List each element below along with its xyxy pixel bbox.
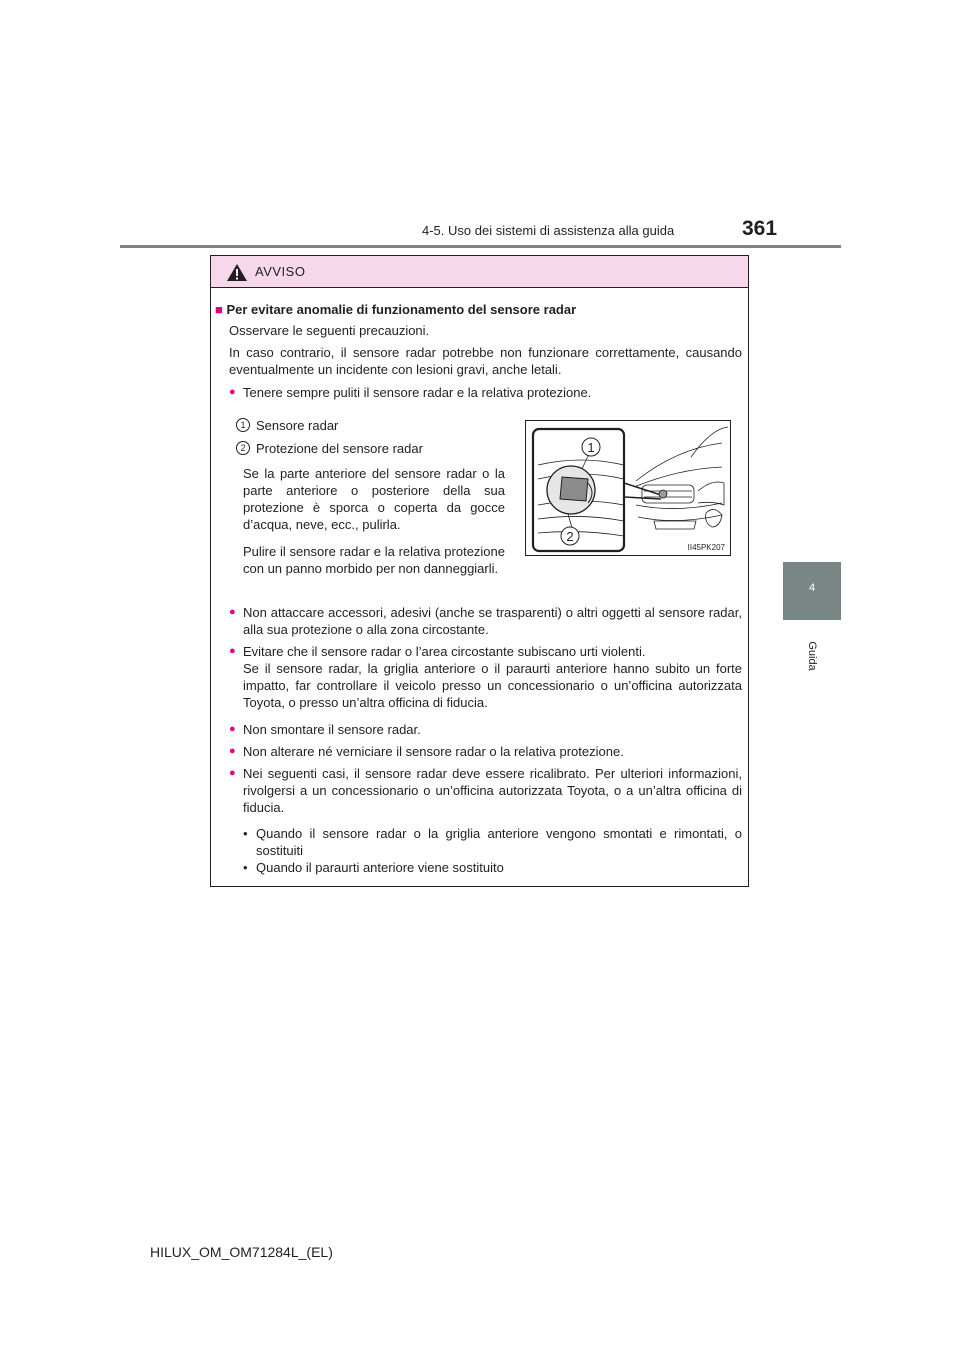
bullet-icon: ●: [229, 645, 236, 657]
bullet-icon: ●: [229, 386, 236, 398]
bullet-icon: ●: [229, 767, 236, 779]
figure-code: II45PK207: [687, 543, 725, 552]
bullet-item: Non alterare né verniciare il sensore radar o la relativa protezione.: [243, 744, 624, 759]
chapter-label: Guida: [806, 641, 818, 671]
figure-callout-1: 1: [587, 440, 595, 455]
heading-marker-icon: ■: [215, 302, 223, 317]
heading-text: Per evitare anomalie di funzionamento del sensore radar: [226, 302, 577, 317]
radar-sensor-figure: [525, 420, 731, 556]
bullet-item: Evitare che il sensore radar o l’area circostante subiscano urti violenti.: [243, 644, 646, 659]
figure-text-2: Pulire il sensore radar e la relativa protezione con un panno morbido per non danneggiarli.: [243, 544, 505, 576]
bullet-item: Nei seguenti casi, il sensore radar deve essere ricalibrato. Per ulteriori informazioni, rivolgersi a un concessionario o un’officina autorizzata Toyota, o a un’altra officina di fiducia.: [243, 766, 742, 815]
intro-text-1: Osservare le seguenti precauzioni.: [229, 323, 430, 338]
page-number: 361: [742, 217, 778, 240]
bullet-item: Non attaccare accessori, adesivi (anche se trasparenti) o altri oggetti al sensore radar, alla sua protezione o alla zona circostante.: [243, 605, 742, 637]
sub-bullet-item: Quando il paraurti anteriore viene sostituito: [256, 860, 504, 875]
figure-text-1: Se la parte anteriore del sensore radar o la parte anteriore o posteriore della sua protezione è sporca o coperta da gocce d’acqua, neve, ecc., pulirla.: [243, 466, 505, 532]
bullet-icon: ●: [229, 723, 236, 735]
header-rule: [120, 245, 841, 248]
figure-item-label: Protezione del sensore radar: [256, 441, 423, 456]
section-heading: [215, 301, 576, 318]
bullet-item: Non smontare il sensore radar.: [243, 722, 421, 737]
warning-title: AVVISO: [255, 264, 306, 279]
figure-callout-2: 2: [566, 529, 574, 544]
bullet-item: Tenere sempre puliti il sensore radar e la relativa protezione.: [243, 385, 592, 400]
section-title: 4-5. Uso dei sistemi di assistenza alla guida: [422, 223, 675, 238]
sub-bullet-icon: •: [243, 826, 248, 841]
warning-triangle-icon: [226, 263, 248, 282]
vehicle-front-illustration: [526, 421, 730, 555]
footer-doc-code: HILUX_OM_OM71284L_(EL): [150, 1244, 333, 1260]
warning-header: [211, 256, 748, 288]
bullet-icon: ●: [229, 606, 236, 618]
figure-item-label: Sensore radar: [256, 418, 339, 433]
sub-bullet-item: Quando il sensore radar o la griglia anteriore vengono smontati e rimontati, o sostituiti: [256, 826, 742, 858]
intro-text-2: In caso contrario, il sensore radar potrebbe non funzionare correttamente, causando eventualmente un incidente con lesioni gravi, anche letali.: [229, 345, 742, 377]
bullet-icon: ●: [229, 745, 236, 757]
callout-number: 1: [236, 418, 250, 432]
callout-number: 2: [236, 441, 250, 455]
chapter-tab: [783, 562, 841, 620]
sub-bullet-icon: •: [243, 860, 248, 875]
bullet-continuation: Se il sensore radar, la griglia anteriore o il paraurti anteriore hanno subito un forte impatto, far controllare il veicolo presso un concessionario o un’officina autorizzata Toyota, o presso un’altra officina di fiducia.: [243, 661, 742, 710]
chapter-number: 4: [808, 582, 816, 594]
